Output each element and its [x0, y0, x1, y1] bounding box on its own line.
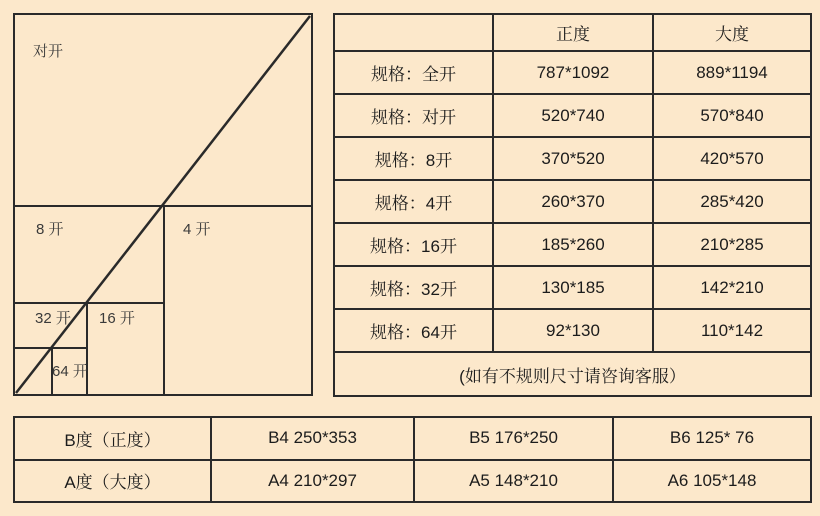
size-value-a6: A6 105*148: [613, 460, 811, 503]
size-row-label: A度（大度）: [14, 460, 211, 503]
spec-header-empty: [334, 14, 493, 51]
diagonal-line: [15, 15, 311, 394]
spec-value-dadu: 285*420: [653, 180, 811, 223]
spec-label: 规格：16开: [334, 223, 493, 266]
spec-value-zhengdu: 370*520: [493, 137, 653, 180]
size-row-label: B度（正度）: [14, 417, 211, 460]
spec-row-16kai: [334, 223, 811, 266]
spec-label: 规格：对开: [334, 94, 493, 137]
spec-row-64kai: [334, 309, 811, 352]
spec-value-zhengdu: 92*130: [493, 309, 653, 352]
spec-row-duikai: [334, 94, 811, 137]
diagram-label-duikai: 对开: [33, 43, 64, 60]
diagram-label-8kai: 8 开: [36, 221, 64, 238]
spec-row-8kai: [334, 137, 811, 180]
spec-value-dadu: 110*142: [653, 309, 811, 352]
spec-footer-note: (如有不规则尺寸请咨询客服）: [334, 352, 811, 396]
size-row-a: [14, 460, 811, 503]
size-value-a4: A4 210*297: [211, 460, 414, 503]
spec-label: 规格：全开: [334, 51, 493, 94]
spec-value-dadu: 210*285: [653, 223, 811, 266]
size-value-b4: B4 250*353: [211, 417, 414, 460]
size-value-b6: B6 125* 76: [613, 417, 811, 460]
spec-value-zhengdu: 787*1092: [493, 51, 653, 94]
spec-value-dadu: 420*570: [653, 137, 811, 180]
diagram-label-32kai: 32 开: [35, 310, 71, 327]
spec-value-zhengdu: 130*185: [493, 266, 653, 309]
spec-value-zhengdu: 260*370: [493, 180, 653, 223]
ab-size-table: [13, 416, 812, 503]
size-value-a5: A5 148*210: [414, 460, 613, 503]
spec-label: 规格：8开: [334, 137, 493, 180]
spec-header-dadu: 大度: [653, 14, 811, 51]
diagram-label-16kai: 16 开: [99, 310, 135, 327]
spec-value-zhengdu: 185*260: [493, 223, 653, 266]
paper-size-spec-table: [333, 13, 812, 397]
spec-row-32kai: [334, 266, 811, 309]
spec-row-quankai: [334, 51, 811, 94]
spec-value-dadu: 570*840: [653, 94, 811, 137]
spec-value-dadu: 142*210: [653, 266, 811, 309]
spec-header-zhengdu: 正度: [493, 14, 653, 51]
diagram-label-4kai: 4 开: [183, 221, 211, 238]
spec-label: 规格：4开: [334, 180, 493, 223]
spec-row-4kai: [334, 180, 811, 223]
spec-label: 规格：32开: [334, 266, 493, 309]
size-row-b: [14, 417, 811, 460]
spec-value-zhengdu: 520*740: [493, 94, 653, 137]
spec-value-dadu: 889*1194: [653, 51, 811, 94]
spec-footer-row: [334, 352, 811, 396]
spec-header-row: [334, 14, 811, 51]
size-value-b5: B5 176*250: [414, 417, 613, 460]
spec-label: 规格：64开: [334, 309, 493, 352]
paper-folding-diagram: [13, 13, 313, 396]
diagram-label-64kai: 64 开: [52, 363, 88, 380]
